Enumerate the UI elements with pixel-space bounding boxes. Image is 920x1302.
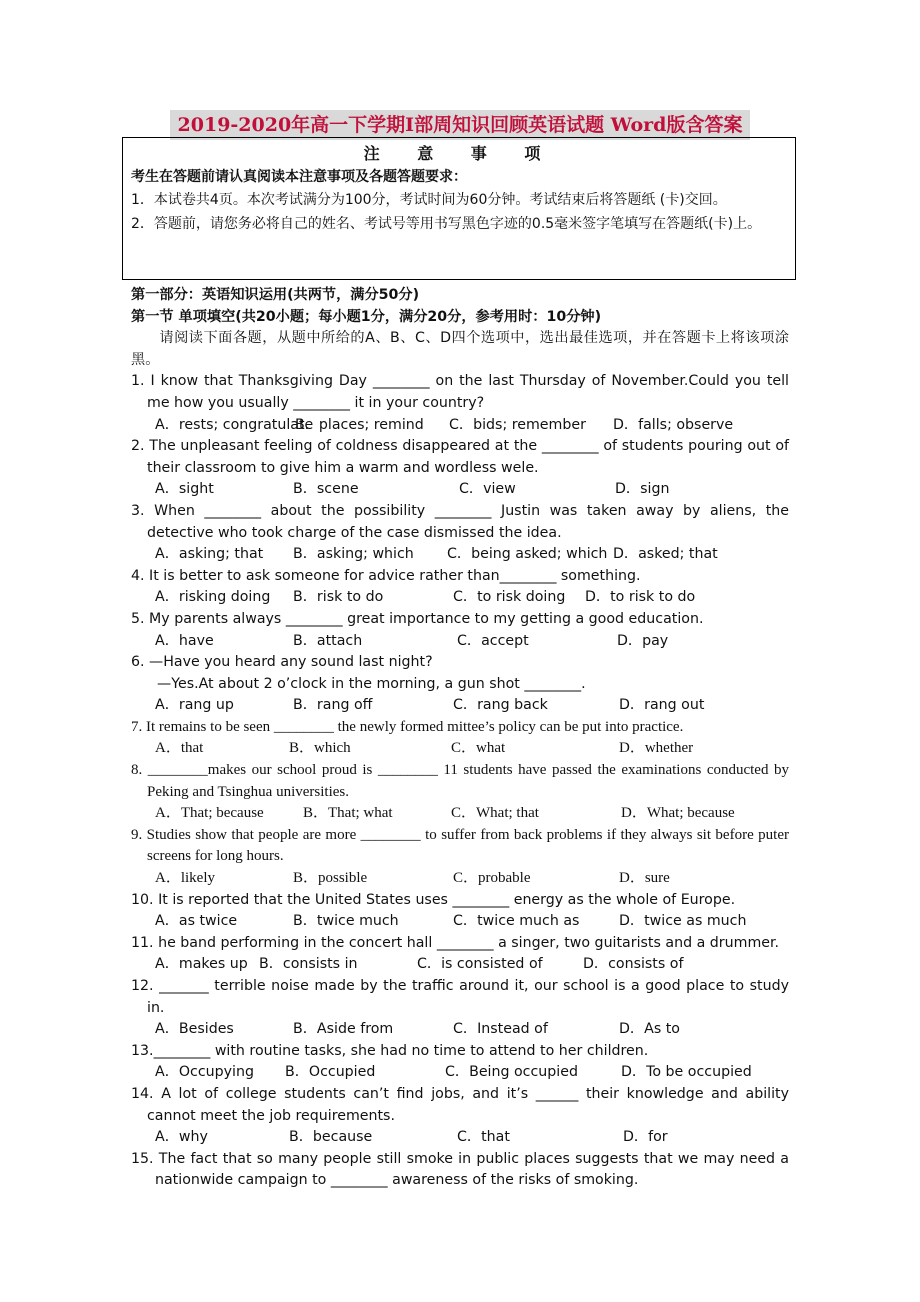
part-heading: 第一部分：英语知识运用(共两节，满分50分): [131, 287, 420, 303]
question-12-options: [131, 1019, 789, 1041]
option-c: C．is consisted of: [417, 956, 543, 973]
option-c: C．accept: [457, 632, 529, 649]
option-d: D．pay: [617, 632, 669, 649]
option-d: D．consists of: [583, 956, 684, 973]
question-9-stem: 9. Studies show that people are more ________ to suffer from back problems if they always sit before puter screens for long hours.: [131, 826, 789, 865]
question-2-stem: 2. The unpleasant feeling of coldness disappeared at the ________ of students pouring out of their classroom to give him a warm and wordless wele.: [131, 438, 789, 476]
question-3-stem: 3. When ________ about the possibility ________ Justin was taken away by aliens, the detective who took charge of the case dismissed the idea.: [131, 502, 789, 541]
option-c: C．to risk doing: [453, 589, 566, 606]
option-d: D．whether: [619, 740, 694, 757]
question-13-stem: 13.________ with routine tasks, she had no time to attend to her children.: [131, 1042, 649, 1059]
option-b: B．scene: [293, 481, 359, 498]
question-5-stem: 5. My parents always ________ great importance to my getting a good education.: [131, 610, 704, 627]
option-a: A．have: [155, 632, 214, 649]
instructions: 请阅读下面各题，从题中所给的A、B、C、D四个选项中，选出最佳选项，并在答题卡上将该项涂黑。: [131, 330, 789, 368]
option-a: A．as twice: [155, 913, 238, 930]
question-7-stem: 7. It remains to be seen ________ the newly formed mittee’s policy can be put into practice.: [131, 718, 684, 735]
option-a: A．makes up: [155, 956, 248, 973]
question-1-options: [131, 415, 789, 437]
notice-box: [122, 137, 796, 280]
option-a: A．why: [155, 1129, 208, 1146]
option-d: D．asked; that: [613, 546, 718, 563]
option-a: A．that: [155, 740, 204, 757]
question-6-stem-reply: —Yes.At about 2 o’clock in the morning, a gun shot ________.: [157, 675, 586, 692]
option-a: A．likely: [155, 870, 215, 887]
option-d: D．falls; observe: [613, 416, 734, 433]
question-14-options: [131, 1127, 789, 1149]
question-11-stem: 11. he band performing in the concert hall ________ a singer, two guitarists and a drummer.: [131, 934, 780, 951]
option-c: C．being asked; which: [447, 546, 608, 563]
option-d: D．What; because: [621, 805, 735, 822]
question-3-options: [131, 544, 789, 566]
question-8-stem: 8. ________makes our school proud is ________ 11 students have passed the examinations conducted by Peking and Tsinghua universities.: [131, 762, 789, 800]
option-c: C．bids; remember: [449, 416, 586, 433]
question-12-stem: 12. _______ terrible noise made by the traffic around it, our school is a good place to study in.: [131, 978, 789, 1016]
exam-content: [131, 285, 789, 1192]
question-10-stem: 10. It is reported that the United States uses ________ energy as the whole of Europe.: [131, 891, 736, 908]
option-d: D．sure: [619, 870, 670, 887]
question-13-options: [131, 1062, 789, 1084]
document-title: 2019-2020年高一下学期I部周知识回顾英语试题 Word版含答案: [170, 110, 750, 140]
question-7-options: [131, 738, 789, 760]
option-c: C．Instead of: [453, 1021, 548, 1038]
option-d: D．to risk to do: [585, 589, 696, 606]
option-a: A．risking doing: [155, 589, 271, 606]
option-c: C．What; that: [451, 805, 539, 822]
option-b: B．twice much: [293, 913, 399, 930]
option-b: B．which: [289, 740, 351, 757]
question-14-stem: 14. A lot of college students can’t find jobs, and it’s ______ their knowledge and ability cannot meet the job requirements.: [131, 1085, 789, 1124]
question-8-options: [131, 803, 789, 825]
option-c: C．twice much as: [453, 913, 580, 930]
option-b: B．Occupied: [285, 1064, 376, 1081]
notice-subtitle: 考生在答题前请认真阅读本注意事项及各题答题要求：: [131, 169, 467, 185]
option-c: C．probable: [453, 870, 531, 887]
option-c: C．that: [457, 1129, 510, 1146]
option-b: B．places; remind: [295, 416, 424, 433]
option-d: D．twice as much: [619, 913, 747, 930]
notice-item-1: 1．本试卷共4页。本次考试满分为100分，考试时间为60分钟。考试结束后将答题纸 (卡)交回。: [131, 192, 727, 208]
option-a: A．Besides: [155, 1021, 234, 1038]
option-c: C．what: [451, 740, 506, 757]
option-c: C．Being occupied: [445, 1064, 578, 1081]
option-b: B．because: [289, 1129, 373, 1146]
option-c: C．rang back: [453, 697, 548, 714]
notice-item-2: 2．答题前，请您务必将自己的姓名、考试号等用书写黑色字迹的0.5毫米签字笔填写在答题纸(卡)上。: [131, 216, 762, 232]
option-b: B．consists in: [259, 956, 358, 973]
question-5-options: [131, 631, 789, 653]
option-d: D．rang out: [619, 697, 705, 714]
option-a: A．asking; that: [155, 546, 264, 563]
option-d: D．As to: [619, 1021, 680, 1038]
question-6-stem: 6. —Have you heard any sound last night?: [131, 654, 433, 671]
option-d: D．sign: [615, 481, 670, 498]
option-b: B．Aside from: [293, 1021, 394, 1038]
option-b: B．asking; which: [293, 546, 414, 563]
notice-heading: 注 意 事 项: [363, 144, 557, 163]
option-c: C．view: [459, 481, 516, 498]
option-d: D．To be occupied: [621, 1064, 752, 1081]
question-2-options: [131, 479, 789, 501]
option-a: A．sight: [155, 481, 214, 498]
question-9-options: [131, 868, 789, 890]
question-11-options: [131, 954, 789, 976]
option-a: A．rests; congratulate: [155, 416, 314, 433]
option-a: A．rang up: [155, 697, 234, 714]
question-10-options: [131, 911, 789, 933]
section-heading: 第一节 单项填空(共20小题；每小题1分，满分20分，参考用时：10分钟): [131, 308, 602, 325]
question-15-stem: 15. The fact that so many people still smoke in public places suggests that we may need a nationwide campaign to ________ awareness of the risks of smoking.: [131, 1150, 789, 1189]
option-d: D．for: [623, 1129, 668, 1146]
option-b: B．That; what: [303, 805, 393, 822]
option-a: A．Occupying: [155, 1064, 254, 1081]
option-b: B．rang off: [293, 697, 373, 714]
option-b: B．attach: [293, 632, 363, 649]
option-a: A．That; because: [155, 805, 264, 822]
question-6-options: [131, 695, 789, 717]
option-b: B．possible: [293, 870, 368, 887]
question-1-stem: 1. I know that Thanksgiving Day ________ on the last Thursday of November.Could you tell me how you usually ________ it in your country?: [131, 373, 789, 411]
question-4-stem: 4. It is better to ask someone for advice rather than________ something.: [131, 567, 641, 584]
option-b: B．risk to do: [293, 589, 384, 606]
question-4-options: [131, 587, 789, 609]
